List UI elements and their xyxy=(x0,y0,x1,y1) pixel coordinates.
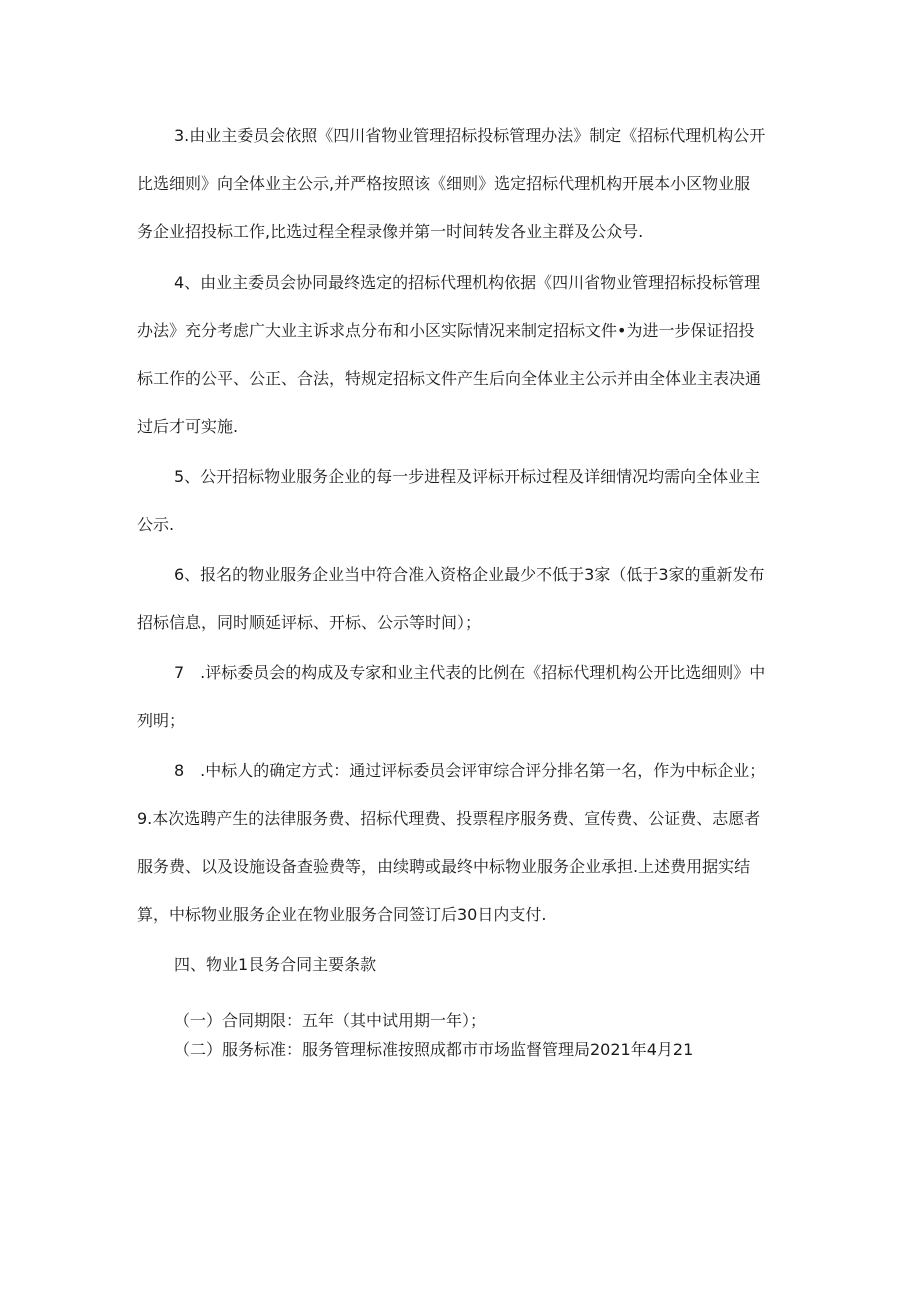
para-7-line-1: 7 .评标委员会的构成及专家和业主代表的比例在《招标代理机构公开比选细则》中 xyxy=(174,663,766,682)
para-5-line-2: 公示. xyxy=(137,515,175,534)
para-9-line-3: 算，中标物业服务企业在物业服务合同签订后30日内支付. xyxy=(137,905,547,924)
para-3-line-2: 比选细则》向全体业主公示,并严格按照该《细则》选定招标代理机构开展本小区物业服 xyxy=(137,174,751,193)
term-service-standard: （二）服务标准：服务管理标准按照成都市市场监督管理局2021年4月21 xyxy=(174,1040,694,1059)
para-4-line-2: 办法》充分考虑广大业主诉求点分布和小区实际情况来制定招标文件•为进一步保证招投 xyxy=(137,321,755,340)
para-3-line-1: 3.由业主委员会依照《四川省物业管理招标投标管理办法》制定《招标代理机构公开 xyxy=(174,126,766,145)
para-7-line-2: 列明； xyxy=(137,711,186,730)
section-heading: 四、物业1艮务合同主要条款 xyxy=(174,955,377,974)
para-9-line-1: 9.本次选聘产生的法律服务费、招标代理费、投票程序服务费、宣传费、公证费、志愿者 xyxy=(137,809,761,828)
para-4-line-3: 标工作的公平、公正、合法，特规定招标文件产生后向全体业主公示并由全体业主表决通 xyxy=(137,369,762,388)
para-8-line-1: 8 .中标人的确定方式：通过评标委员会评审综合评分排名第一名，作为中标企业； xyxy=(174,761,766,780)
para-4-line-1: 4、由业主委员会协同最终选定的招标代理机构依据《四川省物业管理招标投标管理 xyxy=(174,273,761,292)
para-6-line-1: 6、报名的物业服务企业当中符合准入资格企业最少不低于3家（低于3家的重新发布 xyxy=(174,565,765,584)
para-4-line-4: 过后才可实施. xyxy=(137,417,239,436)
para-9-line-2: 服务费、以及设施设备查验费等，由续聘或最终中标物业服务企业承担.上述费用据实结 xyxy=(137,857,751,876)
para-5-line-1: 5、公开招标物业服务企业的每一步进程及评标开标过程及详细情况均需向全体业主 xyxy=(174,467,761,486)
para-6-line-2: 招标信息，同时顺延评标、开标、公示等时间）； xyxy=(137,613,482,632)
term-contract-period: （一）合同期限：五年（其中试用期一年）； xyxy=(174,1011,487,1030)
para-3-line-3: 务企业招投标工作,比选过程全程录像并第一时间转发各业主群及公众号. xyxy=(137,222,644,241)
